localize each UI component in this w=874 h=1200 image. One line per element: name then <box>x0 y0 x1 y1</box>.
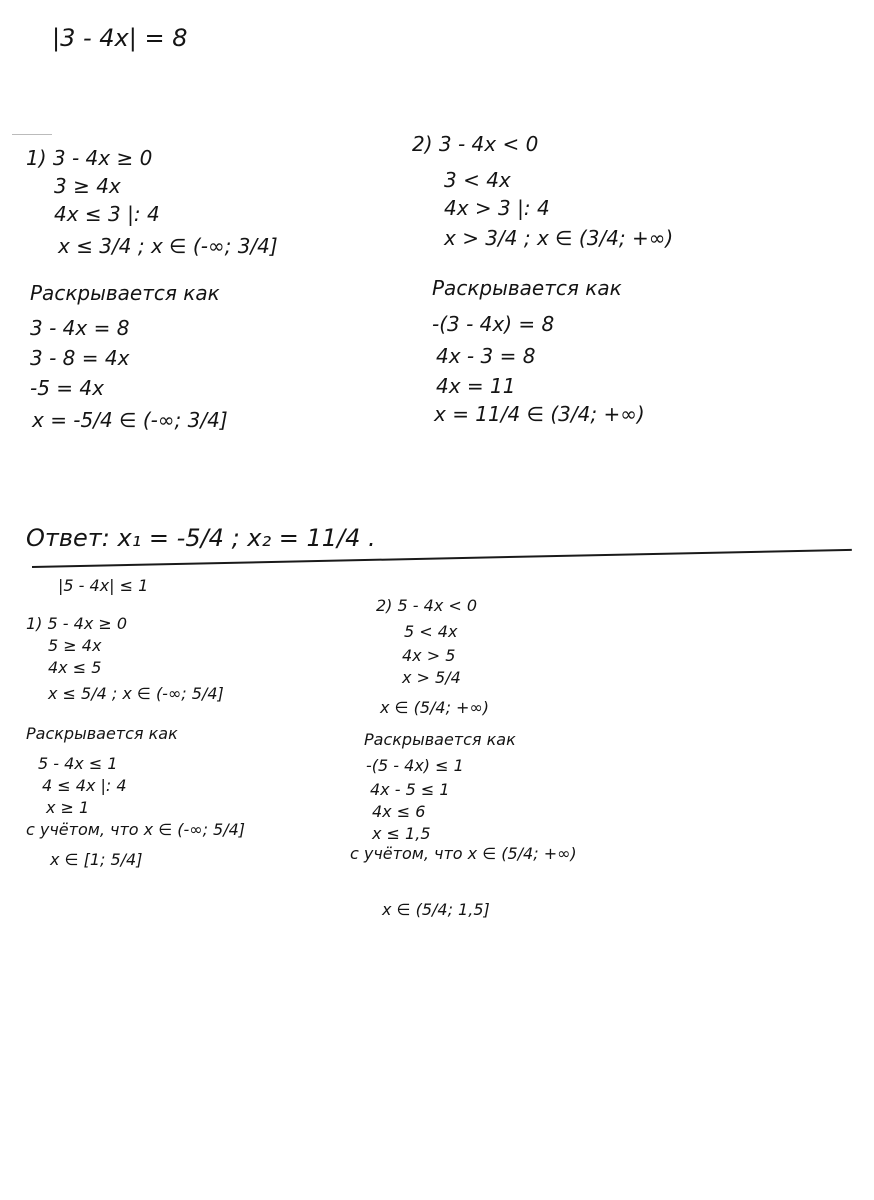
p2-case2-solution-line: x ≤ 1,5 <box>372 824 431 843</box>
p1-case2-solution-line: 4x - 3 = 8 <box>436 344 536 368</box>
p2-case1-solution-line: x ∈ [1; 5/4] <box>50 850 143 869</box>
p2-case2-line: x ∈ (5/4; +∞) <box>380 698 490 717</box>
p1-case2-line: 2) 3 - 4x < 0 <box>412 132 539 156</box>
p1-case1-line: x ≤ 3/4 ; x ∈ (-∞; 3/4] <box>58 234 278 258</box>
p2-case1-solution-line: 4 ≤ 4x |: 4 <box>42 776 127 795</box>
p2-case2-line: x > 5/4 <box>402 668 461 687</box>
p2-case1-solution-line: 5 - 4x ≤ 1 <box>38 754 118 773</box>
p1-case2-line: x > 3/4 ; x ∈ (3/4; +∞) <box>444 226 674 250</box>
p2-case1-solution-line: с учётом, что x ∈ (-∞; 5/4] <box>26 820 246 839</box>
p1-case1-line: 3 ≥ 4x <box>54 174 121 198</box>
p1-case2-line: 3 < 4x <box>444 168 511 192</box>
p2-case2-line: 4x > 5 <box>402 646 456 665</box>
problem-2-title: |5 - 4x| ≤ 1 <box>58 576 149 595</box>
p1-case1-line: 1) 3 - 4x ≥ 0 <box>26 146 153 170</box>
p2-case1-line: 4x ≤ 5 <box>48 658 102 677</box>
p1-case1-solution-line: x = -5/4 ∈ (-∞; 3/4] <box>32 408 228 432</box>
p1-case2-solution-line: x = 11/4 ∈ (3/4; +∞) <box>434 402 645 426</box>
p1-case1-line: 4x ≤ 3 |: 4 <box>54 202 160 226</box>
p2-case1-line: 1) 5 - 4x ≥ 0 <box>26 614 128 633</box>
p1-case2-opens-as: Раскрывается как <box>432 276 622 300</box>
p1-case1-solution-line: 3 - 4x = 8 <box>30 316 130 340</box>
p2-case2-line: 2) 5 - 4x < 0 <box>376 596 478 615</box>
p2-case2-solution-line: 4x ≤ 6 <box>372 802 426 821</box>
p1-case2-solution-line: -(3 - 4x) = 8 <box>432 312 555 336</box>
p2-case2-solution-line: -(5 - 4x) ≤ 1 <box>366 756 464 775</box>
margin-tick <box>12 134 52 135</box>
p1-case1-solution-line: -5 = 4x <box>30 376 104 400</box>
p1-case2-solution-line: 4x = 11 <box>436 374 516 398</box>
p2-case2-solution-line: 4x - 5 ≤ 1 <box>370 780 450 799</box>
answer-line: Ответ: x₁ = -5/4 ; x₂ = 11/4 . <box>26 524 376 552</box>
p2-case1-solution-line: x ≥ 1 <box>46 798 90 817</box>
p2-case1-opens-as: Раскрывается как <box>26 724 178 743</box>
p1-case1-solution-line: 3 - 8 = 4x <box>30 346 130 370</box>
p2-case2-solution-line: x ∈ (5/4; 1,5] <box>382 900 490 919</box>
p1-case2-line: 4x > 3 |: 4 <box>444 196 550 220</box>
p2-case1-line: 5 ≥ 4x <box>48 636 102 655</box>
p2-case2-solution-line: с учётом, что x ∈ (5/4; +∞) <box>350 844 577 863</box>
p2-case1-line: x ≤ 5/4 ; x ∈ (-∞; 5/4] <box>48 684 224 703</box>
p2-case2-opens-as: Раскрывается как <box>364 730 516 749</box>
problem-1-title: |3 - 4x| = 8 <box>52 24 188 52</box>
p2-case2-line: 5 < 4x <box>404 622 458 641</box>
p1-case1-opens-as: Раскрывается как <box>30 281 220 305</box>
